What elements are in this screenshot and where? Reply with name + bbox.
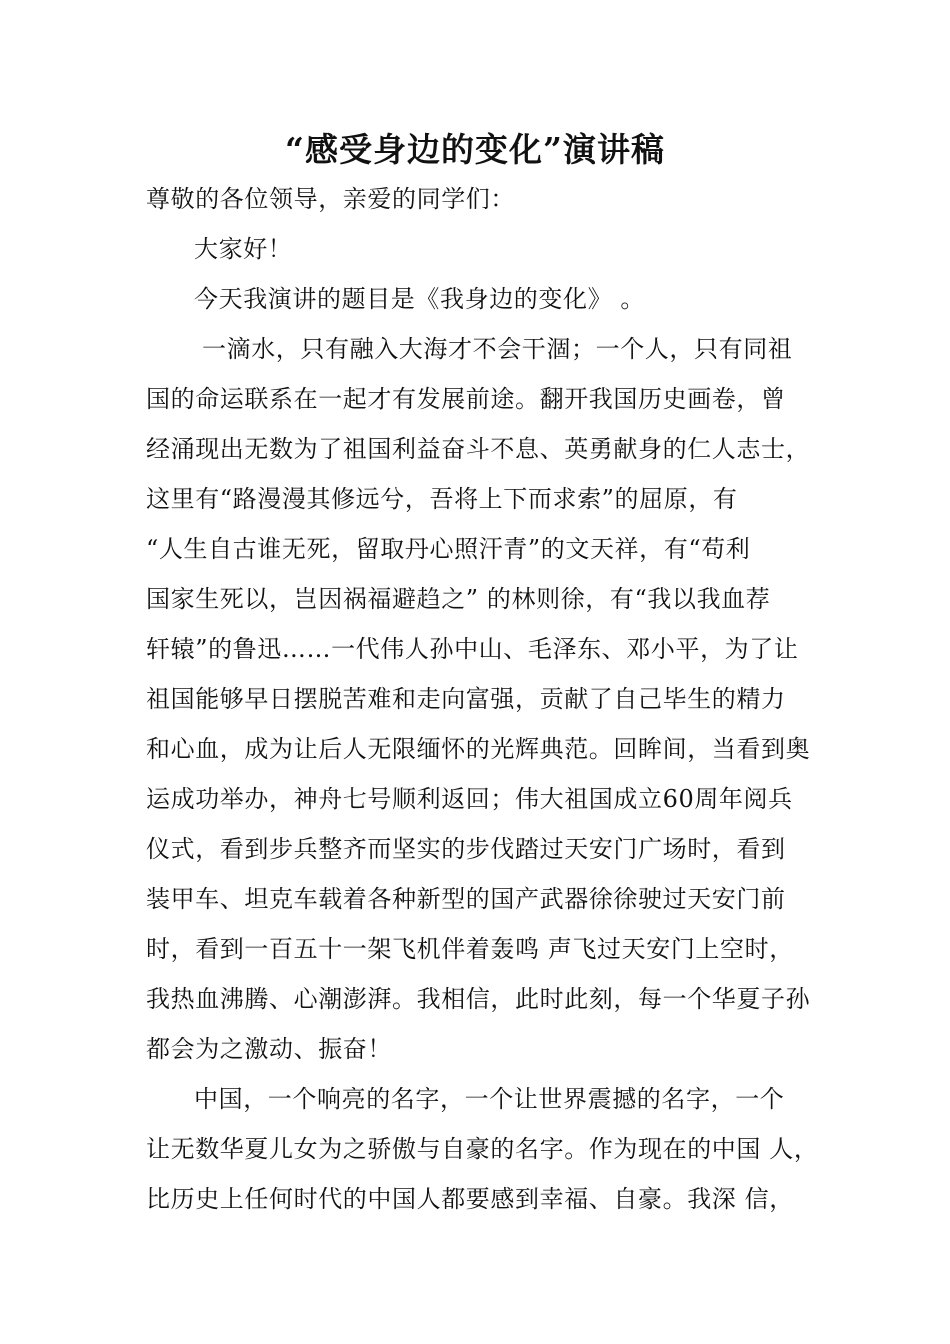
paragraph-line: 让无数华夏儿女为之骄傲与自豪的名字。作为现在的中国 人，	[146, 1135, 819, 1163]
paragraph-line: 装甲车、坦克车载着各种新型的国产武器徐徐驶过天安门前	[146, 885, 786, 913]
paragraph-line: 轩辕”的鲁迅……一代伟人孙中山、毛泽东、邓小平，为了让	[146, 635, 799, 663]
document-title: “感受身边的变化”演讲稿	[285, 130, 665, 169]
paragraph-line: 祖国能够早日摆脱苦难和走向富强，贡献了自己毕生的精力	[146, 685, 786, 713]
paragraph-line: 时，看到一百五十一架飞机伴着轰鸣 声飞过天安门上空时，	[146, 935, 794, 963]
paragraph-line: 运成功举办，神舟七号顺利返回；伟大祖国成立60周年阅兵	[146, 785, 793, 813]
paragraph-line: 和心血，成为让后人无限缅怀的光辉典范。回眸间，当看到奥	[146, 735, 811, 763]
paragraph-line: 我热血沸腾、心潮澎湃。我相信，此时此刻，每一个华夏子孙	[146, 985, 811, 1013]
paragraph-line: 仪式，看到步兵整齐而坚实的步伐踏过天安门广场时，看到	[146, 835, 786, 863]
paragraph-line: 中国，一个响亮的名字，一个让世界震撼的名字，一个	[194, 1085, 785, 1113]
salutation-line: 尊敬的各位领导，亲爱的同学们：	[146, 185, 515, 213]
greeting-line: 大家好！	[194, 235, 293, 263]
paragraph-line: 比历史上任何时代的中国人都要感到幸福、自豪。我深 信，	[146, 1185, 794, 1213]
paragraph-line: 都会为之激动、振奋！	[146, 1035, 392, 1063]
paragraph-line: 经涌现出无数为了祖国利益奋斗不息、英勇献身的仁人志士，	[146, 435, 811, 463]
topic-line: 今天我演讲的题目是《我身边的变化》 。	[194, 285, 646, 313]
paragraph-line: 一滴水，只有融入大海才不会干涸；一个人，只有同祖	[202, 335, 793, 363]
paragraph-line: “人生自古谁无死，留取丹心照汗青”的文天祥，有“苟利	[146, 535, 751, 563]
paragraph-line: 国家生死以，岂因祸福避趋之” 的林则徐，有“我以我血荐	[146, 585, 771, 613]
paragraph-line: 国的命运联系在一起才有发展前途。翻开我国历史画卷，曾	[146, 385, 786, 413]
paragraph-line: 这里有“路漫漫其修远兮，吾将上下而求索”的屈原，有	[146, 485, 738, 513]
